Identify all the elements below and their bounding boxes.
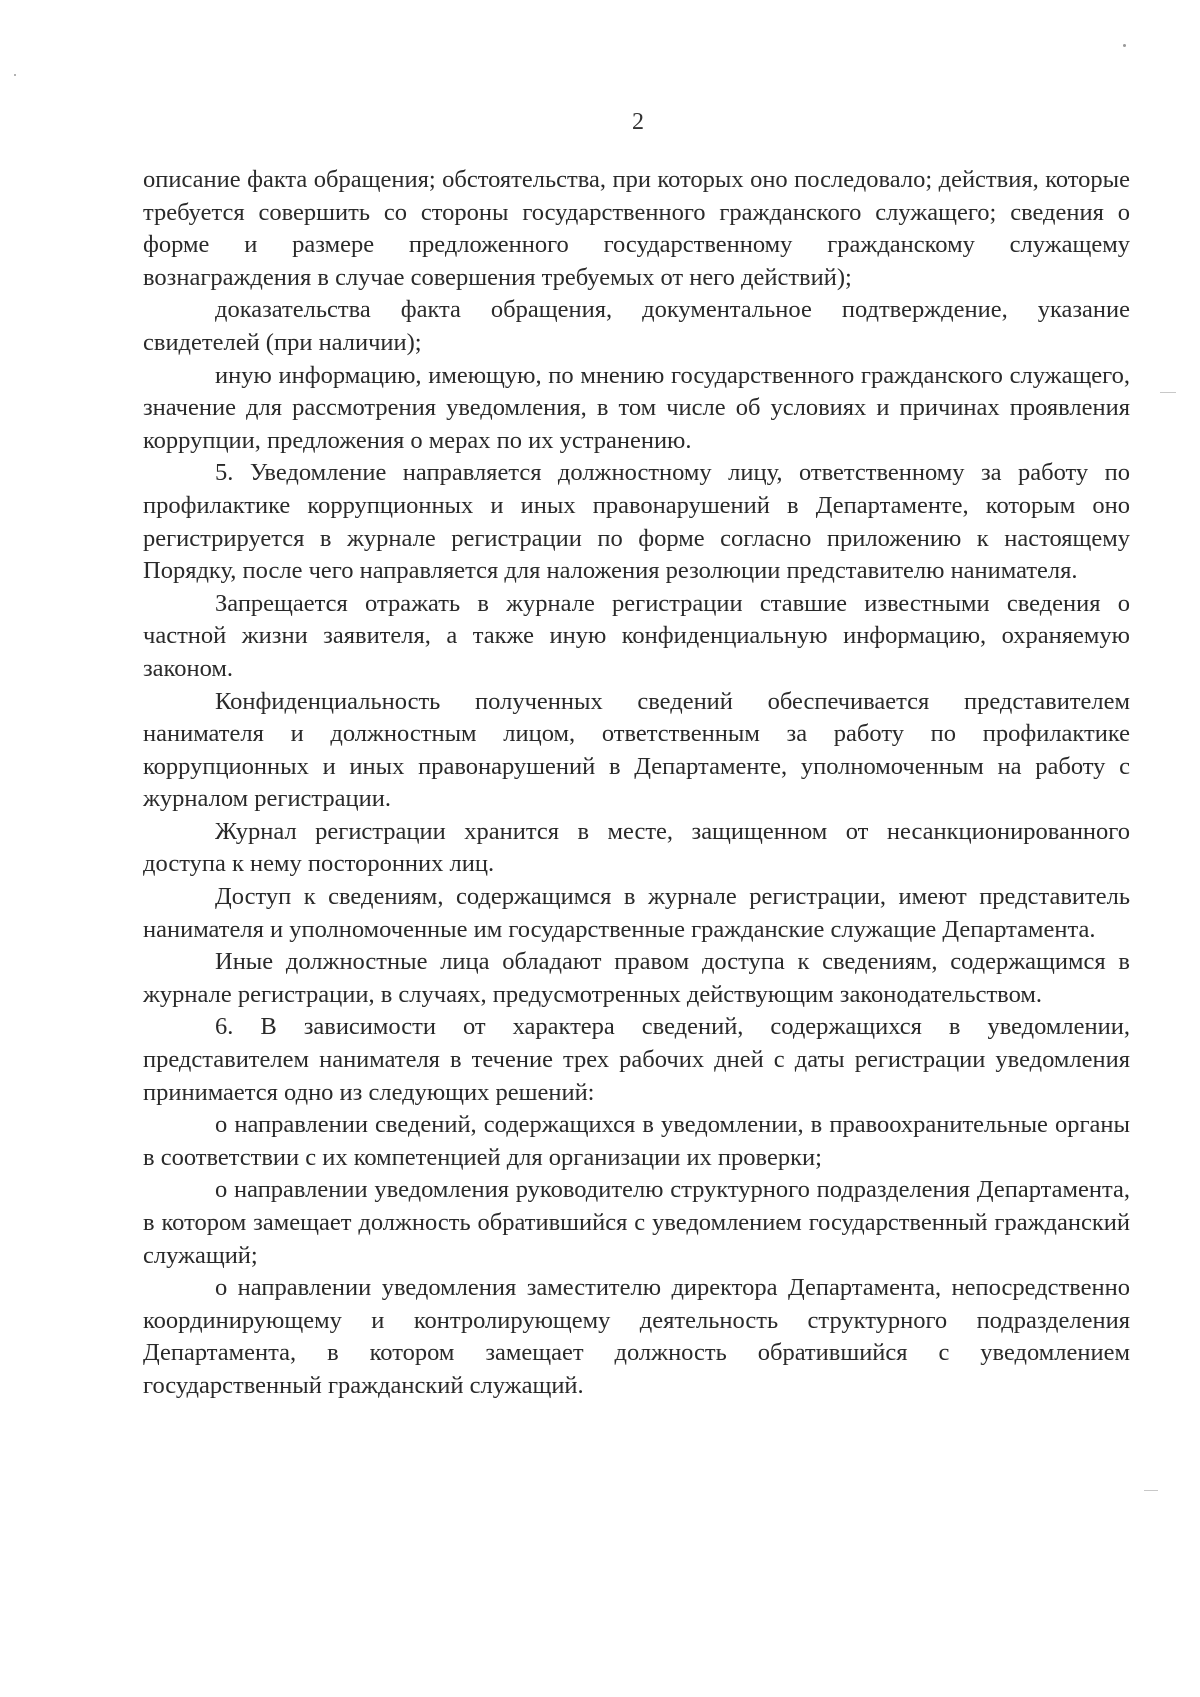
- paragraph: 6. В зависимости от характера сведений, содержащихся в уведомлении, представителем нанимателя в течение трех рабочих дней с даты регистрации уведомления принимается одно из следующих решений:: [143, 1013, 1130, 1106]
- scan-speck: [1123, 44, 1126, 47]
- scan-mark: [1160, 392, 1176, 393]
- paragraph: описание факта обращения; обстоятельства, при которых оно последовало; действия, которые требуется совершить со стороны государственного гражданского служащего; сведения о форме и размере предложенного государственному гражданскому служащему вознаграждения в случае совершения требуемых от него действий);: [143, 166, 1130, 291]
- paragraph: о направлении уведомления руководителю структурного подразделения Департамента, в котором замещает должность обратившийся с уведомлением государственный гражданский служащий;: [143, 1176, 1130, 1269]
- paragraph: о направлении уведомления заместителю директора Департамента, непосредственно координирующему и контролирующему деятельность структурного подразделения Департамента, в котором замещает должность обратившийся с уведомлением государственный гражданский служащий.: [143, 1274, 1130, 1399]
- paragraph: Иные должностные лица обладают правом доступа к сведениям, содержащимся в журнале регистрации, в случаях, предусмотренных действующим законодательством.: [143, 948, 1130, 1008]
- paragraph: Конфиденциальность полученных сведений обеспечивается представителем нанимателя и должностным лицом, ответственным за работу по профилактике коррупционных и иных правонарушений в Департаменте, уполномоченным на работу с журналом регистрации.: [143, 687, 1130, 813]
- paragraph: доказательства факта обращения, документальное подтверждение, указание свидетелей (при наличии);: [143, 296, 1130, 356]
- scan-mark: [1144, 1490, 1158, 1491]
- paragraph: о направлении сведений, содержащихся в уведомлении, в правоохранительные органы в соответствии с их компетенцией для организации их проверки;: [143, 1111, 1130, 1171]
- paragraph: Доступ к сведениям, содержащимся в журнале регистрации, имеют представитель нанимателя и уполномоченные им государственные гражданские служащие Департамента.: [143, 883, 1130, 943]
- scan-speck: [14, 74, 16, 76]
- paragraph: Запрещается отражать в журнале регистрации ставшие известными сведения о частной жизни заявителя, а также иную конфиденциальную информацию, охраняемую законом.: [143, 589, 1130, 682]
- paragraph: Журнал регистрации хранится в месте, защищенном от несанкционированного доступа к нему посторонних лиц.: [143, 817, 1130, 878]
- document-body: [143, 164, 1130, 1403]
- paragraph: иную информацию, имеющую, по мнению государственного гражданского служащего, значение для рассмотрения уведомления, в том числе об условиях и причинах проявления коррупции, предложения о мерах по их устранению.: [143, 361, 1130, 454]
- paragraph: 5. Уведомление направляется должностному лицу, ответственному за работу по профилактике коррупционных и иных правонарушений в Департаменте, которым оно регистрируется в журнале регистрации по форме согласно приложению к настоящему Порядку, после чего направляется для наложения резолюции представителю нанимателя.: [143, 459, 1130, 585]
- page-number: 2: [632, 109, 644, 135]
